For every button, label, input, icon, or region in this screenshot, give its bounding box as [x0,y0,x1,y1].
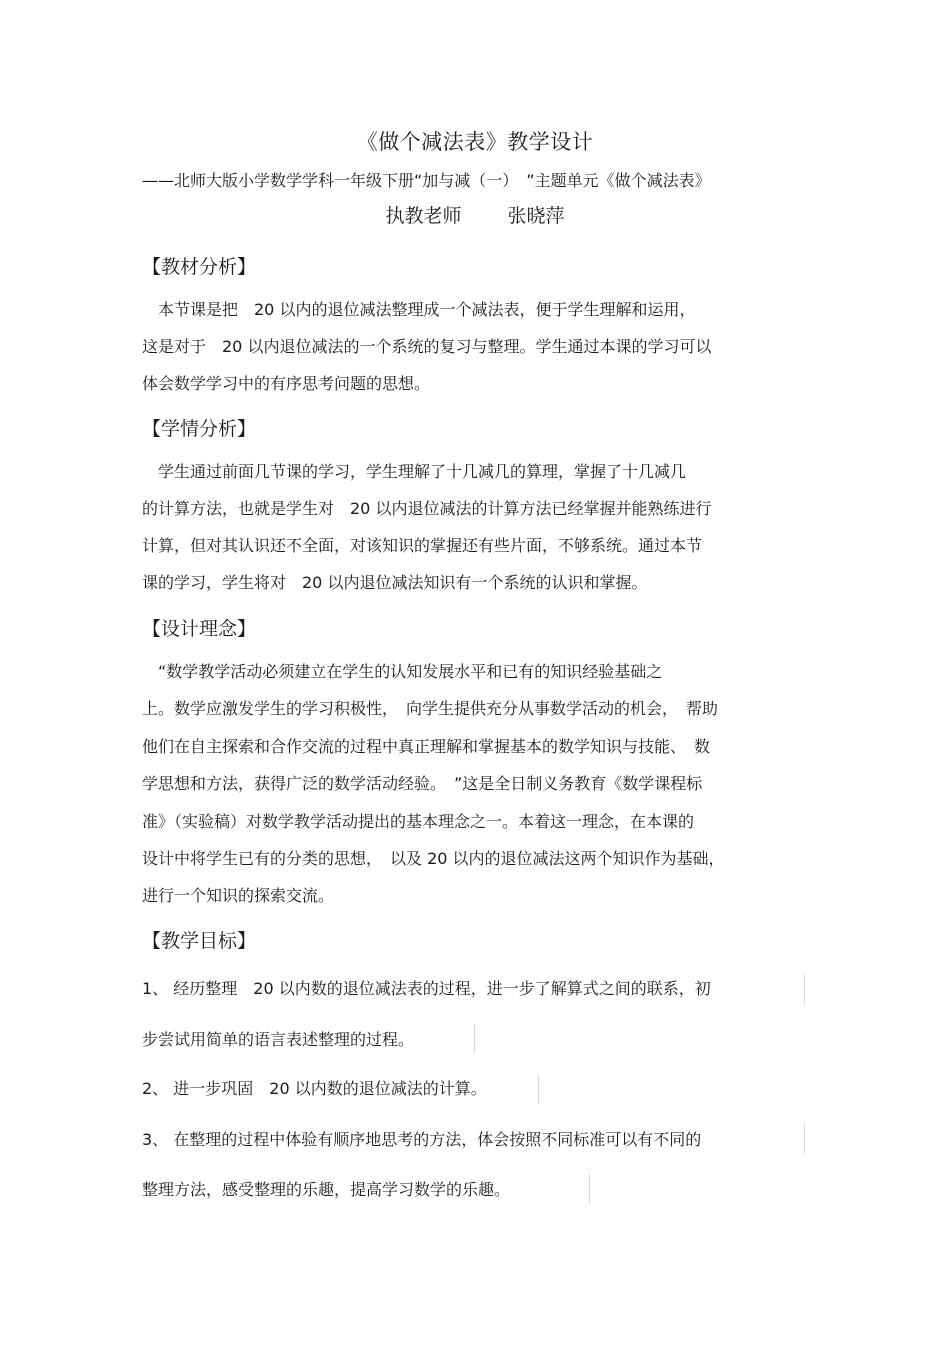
paragraph-line: 学生通过前面几节课的学习，学生理解了十几减几的算理，掌握了十几减几 [142,462,687,481]
paragraph-line: 进行一个知识的探索交流。 [142,886,335,905]
paragraph-line: 本节课是把 20 以内的退位减法整理成一个减法表，便于学生理解和运用， [142,300,696,319]
table-border [804,974,805,1004]
table-border [804,1124,805,1154]
paragraph-line: 体会数学学习中的有序思考问题的思想。 [142,374,431,393]
paragraph-line: 学思想和方法，获得广泛的数学活动经验。 ”这是全日制义务教育《数学课程标 [142,774,703,793]
table-border [538,1074,539,1104]
paragraph-line: 课的学习，学生将对 20 以内退位减法知识有一个系统的认识和掌握。 [142,573,648,592]
paragraph-line: “数学教学活动必须建立在学生的认知发展水平和已有的知识经验基础之 [142,662,663,681]
table-border [589,1174,590,1204]
paragraph-line: 计算，但对其认识还不全面，对该知识的掌握还有些片面，不够系统。通过本节 [142,536,703,555]
paragraph-line: 他们在自主探索和合作交流的过程中真正理解和掌握基本的数学知识与技能、 数 [142,737,711,756]
goal-line: 2、 进一步巩固 20 以内数的退位减法的计算。 [142,1079,487,1098]
section-heading-goals: 【教学目标】 [142,930,257,952]
paragraph-line: 的计算方法，也就是学生对 20 以内退位减法的计算方法已经掌握并能熟练进行 [142,499,712,518]
paragraph-line: 上。数学应激发学生的学习积极性， 向学生提供充分从事数学活动的机会， 帮助 [142,699,719,718]
teacher-label: 执教老师 [385,205,462,227]
teacher-line [0,203,950,229]
goal-line: 3、 在整理的过程中体验有顺序地思考的方法，体会按照不同标准可以有不同的 [142,1130,702,1149]
goal-line: 1、 经历整理 20 以内数的退位减法表的过程，进一步了解算式之间的联系，初 [142,979,711,998]
section-heading-concept: 【设计理念】 [142,618,257,640]
goal-line: 步尝试用简单的语言表述整理的过程。 [142,1030,415,1049]
document-title: 《做个减法表》教学设计 [356,130,594,154]
document-subtitle: ——北师大版小学数学学科一年级下册“加与减（一） ”主题单元《做个减法表》 [142,171,711,190]
section-heading-student: 【学情分析】 [142,418,257,440]
section-heading-material: 【教材分析】 [142,256,257,278]
teacher-name: 张晓萍 [507,205,565,227]
goal-line: 整理方法，感受整理的乐趣，提高学习数学的乐趣。 [142,1180,511,1199]
paragraph-line: 设计中将学生已有的分类的思想， 以及 20 以内的退位减法这两个知识作为基础， [142,849,725,868]
paragraph-line: 准》（实验稿）对数学教学活动提出的基本理念之一。本着这一理念，在本课的 [142,812,695,831]
table-border [474,1024,475,1054]
paragraph-line: 这是对于 20 以内退位减法的一个系统的复习与整理。学生通过本课的学习可以 [142,337,712,356]
